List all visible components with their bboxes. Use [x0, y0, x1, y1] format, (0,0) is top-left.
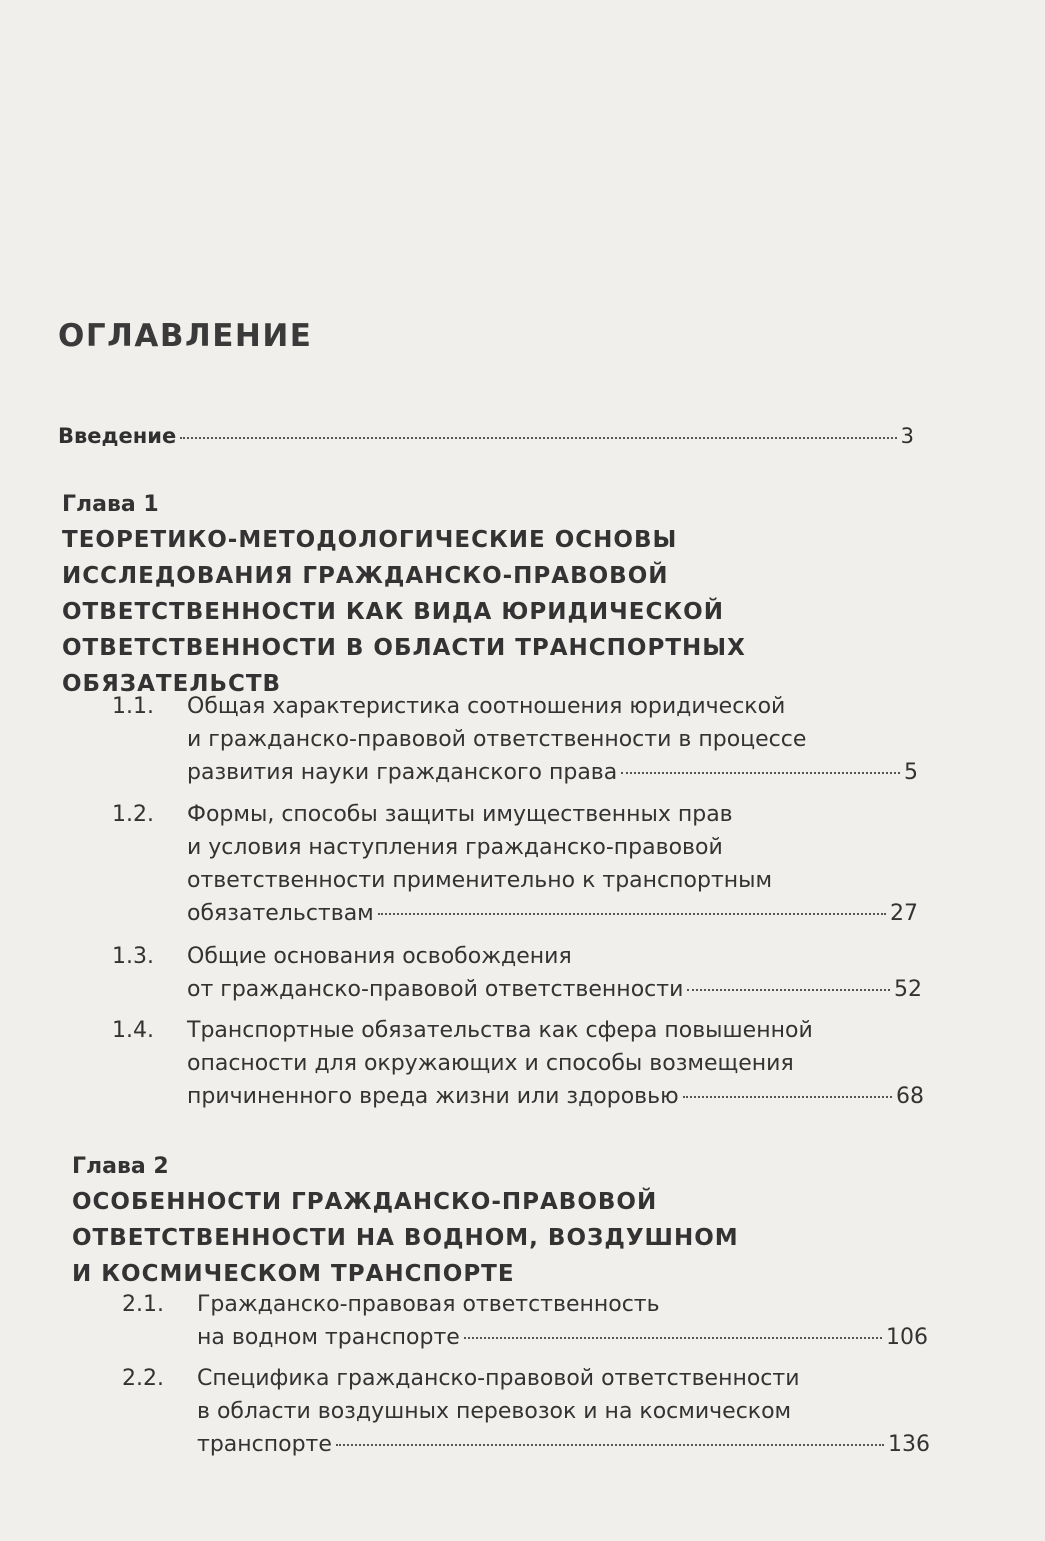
chapter-label: Глава 2: [72, 1154, 169, 1179]
toc-entry-2-1[interactable]: [122, 1288, 928, 1354]
dot-leader: [464, 1337, 882, 1339]
section-line: Формы, способы защиты имущественных прав: [187, 802, 733, 827]
section-number: 1.3.: [112, 944, 154, 969]
chapter-title-line: ОТВЕТСТВЕННОСТИ НА ВОДНОМ, ВОЗДУШНОМ: [72, 1225, 739, 1251]
section-line: транспорте: [197, 1432, 332, 1457]
dot-leader: [621, 772, 900, 774]
section-line: Специфика гражданско-правовой ответственности: [197, 1366, 800, 1391]
section-line: ответственности применительно к транспортным: [187, 868, 773, 893]
section-line: на водном транспорте: [197, 1325, 460, 1350]
page-number: 27: [890, 901, 918, 926]
toc-entry-intro[interactable]: [58, 424, 914, 448]
chapter-title-line: ОСОБЕННОСТИ ГРАЖДАНСКО-ПРАВОВОЙ: [72, 1189, 658, 1215]
toc-entry-1-1[interactable]: [112, 690, 918, 789]
toc-entry-2-2[interactable]: [122, 1362, 930, 1461]
page-number: 106: [886, 1325, 928, 1350]
intro-label: Введение: [58, 424, 177, 448]
section-line: и условия наступления гражданско-правовой: [187, 835, 723, 860]
section-number: 1.2.: [112, 802, 154, 827]
section-line: Транспортные обязательства как сфера повышенной: [187, 1018, 813, 1043]
chapter-title-line: И КОСМИЧЕСКОМ ТРАНСПОРТЕ: [72, 1261, 515, 1287]
section-line: в области воздушных перевозок и на космическом: [197, 1399, 792, 1424]
chapter-label: Глава 1: [62, 492, 159, 517]
section-line: развития науки гражданского права: [187, 760, 618, 785]
dot-leader: [683, 1096, 892, 1098]
section-number: 2.1.: [122, 1292, 164, 1317]
section-line: опасности для окружающих и способы возмещения: [187, 1051, 794, 1076]
toc-entry-1-3[interactable]: [112, 940, 922, 1006]
section-line: от гражданско-правовой ответственности: [187, 977, 684, 1002]
chapter-title-line: ОТВЕТСТВЕННОСТИ КАК ВИДА ЮРИДИЧЕСКОЙ: [62, 599, 724, 625]
dot-leader: [378, 913, 886, 915]
section-line: и гражданско-правовой ответственности в процессе: [187, 727, 807, 752]
section-number: 2.2.: [122, 1366, 164, 1391]
chapter-title-line: ИССЛЕДОВАНИЯ ГРАЖДАНСКО-ПРАВОВОЙ: [62, 563, 669, 589]
toc-title: ОГЛАВЛЕНИЕ: [58, 318, 313, 354]
chapter-1-heading: [62, 488, 782, 702]
chapter-title-line: ОБЯЗАТЕЛЬСТВ: [62, 671, 282, 697]
page-number: 5: [904, 760, 918, 785]
chapter-title-line: ОТВЕТСТВЕННОСТИ В ОБЛАСТИ ТРАНСПОРТНЫХ: [62, 635, 746, 661]
page-number: 3: [900, 424, 914, 448]
section-line: Общая характеристика соотношения юридической: [187, 694, 786, 719]
section-line: причиненного вреда жизни или здоровью: [187, 1084, 679, 1109]
dot-leader: [180, 437, 896, 439]
dot-leader: [687, 989, 890, 991]
section-line: Гражданско-правовая ответственность: [197, 1292, 660, 1317]
chapter-2-heading: [72, 1150, 792, 1292]
page-number: 52: [894, 977, 922, 1002]
section-line: обязательствам: [187, 901, 374, 926]
section-number: 1.1.: [112, 694, 154, 719]
page-number: 68: [896, 1084, 924, 1109]
toc-entry-1-4[interactable]: [112, 1014, 924, 1113]
section-number: 1.4.: [112, 1018, 154, 1043]
page-number: 136: [888, 1432, 930, 1457]
chapter-title-line: ТЕОРЕТИКО-МЕТОДОЛОГИЧЕСКИЕ ОСНОВЫ: [62, 527, 678, 553]
section-line: Общие основания освобождения: [187, 944, 572, 969]
dot-leader: [336, 1444, 884, 1446]
toc-entry-1-2[interactable]: [112, 798, 918, 930]
